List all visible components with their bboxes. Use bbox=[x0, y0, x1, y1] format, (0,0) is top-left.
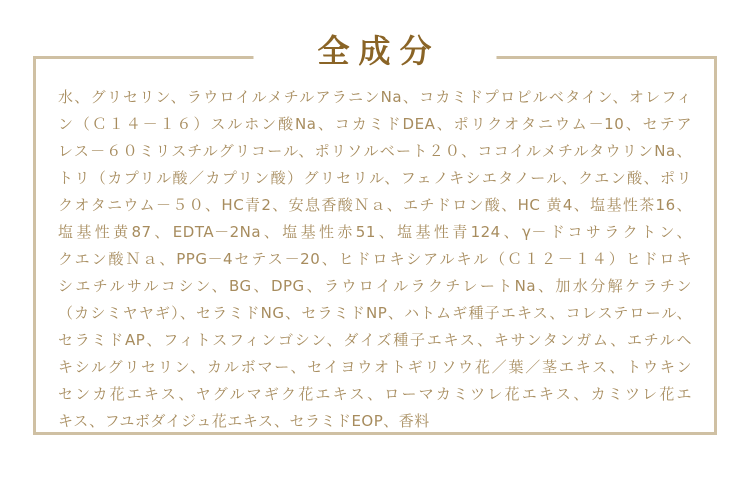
ingredients-line: キシルグリセリン、カルボマー、セイヨウオトギリソウ花／葉／茎エキス、トウキン bbox=[58, 358, 692, 376]
ingredients-line: クエン酸Ｎａ、PPG－4セテス－20、ヒドロキシアルキル（Ｃ１２－１４）ヒドロキ bbox=[58, 250, 692, 268]
ingredients-line: セラミドAP、フィトスフィンゴシン、ダイズ種子エキス、キサンタンガム、エチルヘ bbox=[58, 331, 692, 349]
ingredients-line: 水、グリセリン、ラウロイルメチルアラニンNa、コカミドプロピルベタイン、オレフィ bbox=[58, 88, 692, 106]
ingredients-text bbox=[36, 59, 714, 435]
ingredients-line: キス、フユボダイジュ花エキス、セラミドEOP、香料 bbox=[58, 412, 430, 430]
ingredients-line: センカ花エキス、ヤグルマギク花エキス、ローマカミツレ花エキス、カミツレ花エ bbox=[58, 385, 692, 403]
ingredients-line: レス－６０ミリスチルグリコール、ポリソルベート２０、ココイルメチルタウリンNa、 bbox=[58, 142, 692, 160]
ingredients-border-box bbox=[33, 56, 717, 435]
section-title: 全成分 bbox=[253, 31, 496, 71]
ingredients-line: トリ（カプリル酸／カプリン酸）グリセリル、フェノキシエタノール、クエン酸、ポリ bbox=[58, 169, 692, 187]
ingredients-line: ン（Ｃ１４－１６）スルホン酸Na、コカミドDEA、ポリクオタニウム－10、セテア bbox=[58, 115, 692, 133]
ingredients-line: 塩基性黄87、EDTA－2Na、塩基性赤51、塩基性青124、γ－ドコサラクトン、 bbox=[58, 223, 692, 241]
ingredients-line: クオタニウム－５０、HC青2、安息香酸Ｎａ、エチドロン酸、HC 黄4、塩基性茶16、 bbox=[58, 196, 692, 214]
ingredients-line: シエチルサルコシン、BG、DPG、ラウロイルラクチレートNa、加水分解ケラチン bbox=[58, 277, 692, 295]
ingredients-line: （カシミヤヤギ）、セラミドNG、セラミドNP、ハトムギ種子エキス、コレステロール、 bbox=[58, 304, 692, 322]
